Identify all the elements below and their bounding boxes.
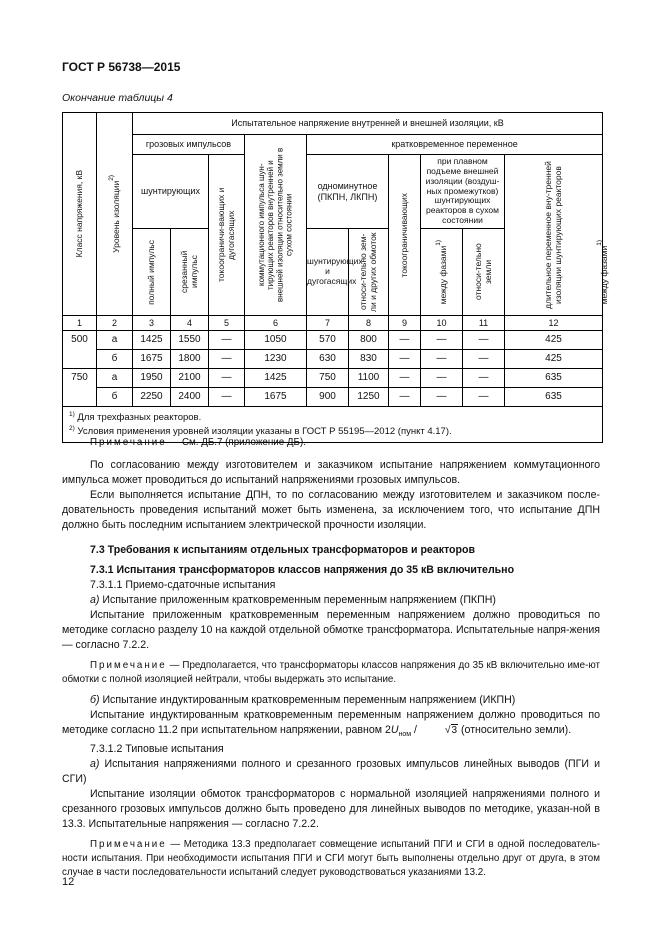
- cell: 750: [307, 369, 349, 388]
- header-current-limiting: токоограничивающих: [389, 155, 421, 316]
- cell: 2250: [133, 388, 171, 407]
- cell: —: [463, 369, 505, 388]
- col-num: 8: [349, 316, 389, 331]
- footnote: $^{1)}$ Для трехфазных реакторов.: [69, 411, 202, 424]
- cell: 570: [307, 331, 349, 350]
- cell: 635: [505, 369, 603, 388]
- cell: 1950: [133, 369, 171, 388]
- item-a: а) Испытание приложенным кратковременным переменным напряжением (ПКПН): [90, 594, 496, 606]
- one-minute-label: одноминутное: [317, 181, 378, 192]
- table-row: [63, 350, 603, 369]
- table-row: [63, 331, 603, 350]
- cell: 1675: [133, 350, 171, 369]
- cell: 1425: [133, 331, 171, 350]
- cell: 2400: [171, 388, 209, 407]
- cell: 1250: [349, 388, 389, 407]
- col-num: 2: [97, 316, 133, 331]
- header-rel-earth-2: относи-тельно земли: [463, 229, 505, 316]
- paragraph: Испытание индуктированным кратковременным переменным напряжением должно проводиться по методике согласно 11.2 при испытательном напряжении, равном $2U_{ном} / √3$ (относительно земли).: [62, 709, 600, 739]
- col-num: 1: [63, 316, 97, 331]
- header-lightning: грозовых импульсов: [133, 135, 245, 155]
- cell: —: [209, 331, 245, 350]
- header-shunting: шунтирующих: [133, 155, 209, 229]
- one-minute-abbr: (ПКПН, ЛКПН): [317, 191, 378, 202]
- header-short-term: кратковременное переменное: [307, 135, 603, 155]
- cell: —: [209, 350, 245, 369]
- cell: 425: [505, 331, 603, 350]
- cell: а: [97, 331, 133, 350]
- cell: —: [389, 331, 421, 350]
- col-num: 5: [209, 316, 245, 331]
- header-cut-pulse: срезанный импульс: [171, 229, 209, 316]
- cell: —: [389, 350, 421, 369]
- col-num: 11: [463, 316, 505, 331]
- header-test-voltage: Испытательное напряжение внутренней и внешней изоляции, кВ: [133, 113, 603, 135]
- cell-class: 500: [63, 331, 97, 369]
- cell: 2100: [171, 369, 209, 388]
- col-num: 6: [245, 316, 307, 331]
- header-smooth-rise: при плавном подъеме внешней изоляции (воздуш-ных промежутков) шунтирующих реакторов в сухом состоянии: [421, 155, 505, 229]
- document-header: ГОСТ Р 56738—2015: [62, 60, 181, 74]
- table-row: [63, 369, 603, 388]
- header-rel-earth: относи-тельно зем-ли и других обмоток: [349, 229, 389, 316]
- cell: —: [463, 388, 505, 407]
- cell: 900: [307, 388, 349, 407]
- paragraph: Испытание приложенным кратковременным переменным напряжением должно проводиться по методике согласно разделу 10 на каждой отдельной обмотке трансформатора. Испытательные напря-жения — согласно 7.2.2.: [62, 609, 600, 651]
- header-voltage-class: Класс напряжения, кВ: [63, 113, 97, 316]
- cell: 635: [505, 388, 603, 407]
- col-num: 9: [389, 316, 421, 331]
- paragraph: Испытание изоляции обмоток трансформаторов с нормальной изоляцией напряжениями полного и срезанного грозовых импульсов должно быть проведено для линейных выводов по методике, указан-ной в 13.3. Испытательные напряжения — согласно 7.2.2.: [62, 788, 600, 831]
- cell: —: [421, 369, 463, 388]
- cell: —: [209, 388, 245, 407]
- paragraph: Если выполняется испытание ДПН, то по согласованию между изготовителем и заказчиком после-довательность проведения испытаний может быть изменена, за исключением того, что испытание ДПН должно быть последним испытанием электрической прочности изоляции.: [62, 489, 600, 531]
- cell: 800: [349, 331, 389, 350]
- page-number: 12: [62, 876, 75, 888]
- section-7-3-1-1: 7.3.1.1 Приемо-сдаточные испытания: [90, 579, 276, 591]
- note-3: Примечание — Методика 13.3 предполагает совмещение испытаний ПГИ и СГИ в одной последователь-ности испытания. При необходимости испытания ПГИ и СГИ могут быть выполнены отдельно друг от друга, в этом случае в части последовательности испытаний следует руководствоваться указаниями 13.2.: [62, 839, 600, 879]
- header-insulation-level: Уровень изоляции$^{2)}$: [97, 113, 133, 316]
- section-7-3-1: 7.3.1 Испытания трансформаторов классов напряжения до 35 кВ включительно: [90, 564, 515, 576]
- item-b: б) Испытание индуктированным кратковременным переменным напряжением (ИКПН): [90, 694, 516, 706]
- cell: 1050: [245, 331, 307, 350]
- cell: —: [463, 331, 505, 350]
- cell-class: 750: [63, 369, 97, 407]
- cell: —: [421, 350, 463, 369]
- header-shunt-arc: шунтирующих и дугогасящих: [307, 229, 349, 316]
- cell: 1800: [171, 350, 209, 369]
- note-1: Примечание — См. ДБ.7 (приложение ДБ).: [90, 437, 306, 448]
- section-7-3: 7.3 Требования к испытаниям отдельных трансформаторов и реакторов: [90, 544, 475, 556]
- cell: 1425: [245, 369, 307, 388]
- cell: а: [97, 369, 133, 388]
- col-num: 7: [307, 316, 349, 331]
- cell: 630: [307, 350, 349, 369]
- header-full-pulse: полный импульс: [133, 229, 171, 316]
- table-caption: Окончание таблицы 4: [62, 92, 173, 104]
- col-num: 4: [171, 316, 209, 331]
- table-row: [63, 388, 603, 407]
- test-voltage-table: [62, 112, 610, 443]
- header-switching: коммутационного импульса шун-тирующих реакторов внутренней и внешней изоляции относительно земли в сухом состоянии: [245, 135, 307, 316]
- cell: 830: [349, 350, 389, 369]
- cell: 425: [505, 350, 603, 369]
- cell: —: [389, 369, 421, 388]
- paragraph: По согласованию между изготовителем и заказчиком испытание напряжением коммутационного импульса может проводиться до испытаний напряжениями грозовых импульсов.: [62, 459, 600, 486]
- header-current-limiting-arc: токоограничи-вающих и дугогасящих: [209, 155, 245, 316]
- cell: б: [97, 388, 133, 407]
- table-grid: Класс напряжения, кВ Уровень изоляции$^{2)}$ Испытательное напряжение внутренней и внешней изоляции, кВ грозовых импульсов коммутационного импульса шун-тирующих реакторов внутренней и внешней изоляции относительно земли в сухом состоянии кратковременное переменное шунтирующих токоограничи-вающих и дугогасящих одноминутное (ПКПН, ЛКПН) токоограничивающих при плавном подъеме внешней изоляции (воздуш-ных промежутков) шунтирующих реакторов в сухом состоянии длительное переменное вну-тренней изоляции шунтирующих реакторов полный импульс срезанный импульс шунтирующих и дугогасящих относи-тельно зем-ли и других обмоток между фазами$^{1)}$ относи-тельно земли между фазами$^{1)}$ 1 2 3 4 5 6 7 8 9 10 11 12 500 а 1425 1550 — 1050 570 800 — — — 425 б 1675 1800 — 1230 630 830 — — — 425 750 а 1950 2100 — 1425 750 1100 — — — 635 б 2250 2400 — 1675 900 1250 — — — 635 $^{1)}$ Для трехфазных реакторов. $^{2)}$ Условия применения уровней изоляции указаны в ГОСТ Р 55195—2012 (пункт 4.17).: [62, 112, 603, 443]
- note-2: Примечание — Предполагается, что трансформаторы классов напряжения до 35 кВ включительно име-ют обмотки с полной изоляцией нейтрали, чтобы выдержать это испытание.: [62, 660, 600, 685]
- header-one-minute: [307, 155, 389, 229]
- col-num: 12: [505, 316, 603, 331]
- cell: —: [421, 388, 463, 407]
- section-7-3-1-2: 7.3.1.2 Типовые испытания: [90, 743, 224, 756]
- body-text: [62, 436, 600, 880]
- cell: —: [463, 350, 505, 369]
- sqrt-symbol: √3: [445, 725, 458, 736]
- cell: 1100: [349, 369, 389, 388]
- col-num: 3: [133, 316, 171, 331]
- cell: 1675: [245, 388, 307, 407]
- footnote: $^{2)}$ Условия применения уровней изоляции указаны в ГОСТ Р 55195—2012 (пункт 4.17).: [69, 425, 452, 438]
- header-long-term: длительное переменное вну-тренней изоляции шунтирующих реакторов: [505, 155, 603, 316]
- col-num: 10: [421, 316, 463, 331]
- column-numbers-row: [63, 316, 603, 331]
- cell: —: [389, 388, 421, 407]
- cell: 1550: [171, 331, 209, 350]
- item-a2: а) Испытания напряжениями полного и срезанного грозовых импульсов линейных выводов (ПГИ и СГИ): [62, 758, 600, 786]
- cell: б: [97, 350, 133, 369]
- header-between-phases: между фазами$^{1)}$: [421, 229, 463, 316]
- cell: 1230: [245, 350, 307, 369]
- cell: —: [209, 369, 245, 388]
- cell: —: [421, 331, 463, 350]
